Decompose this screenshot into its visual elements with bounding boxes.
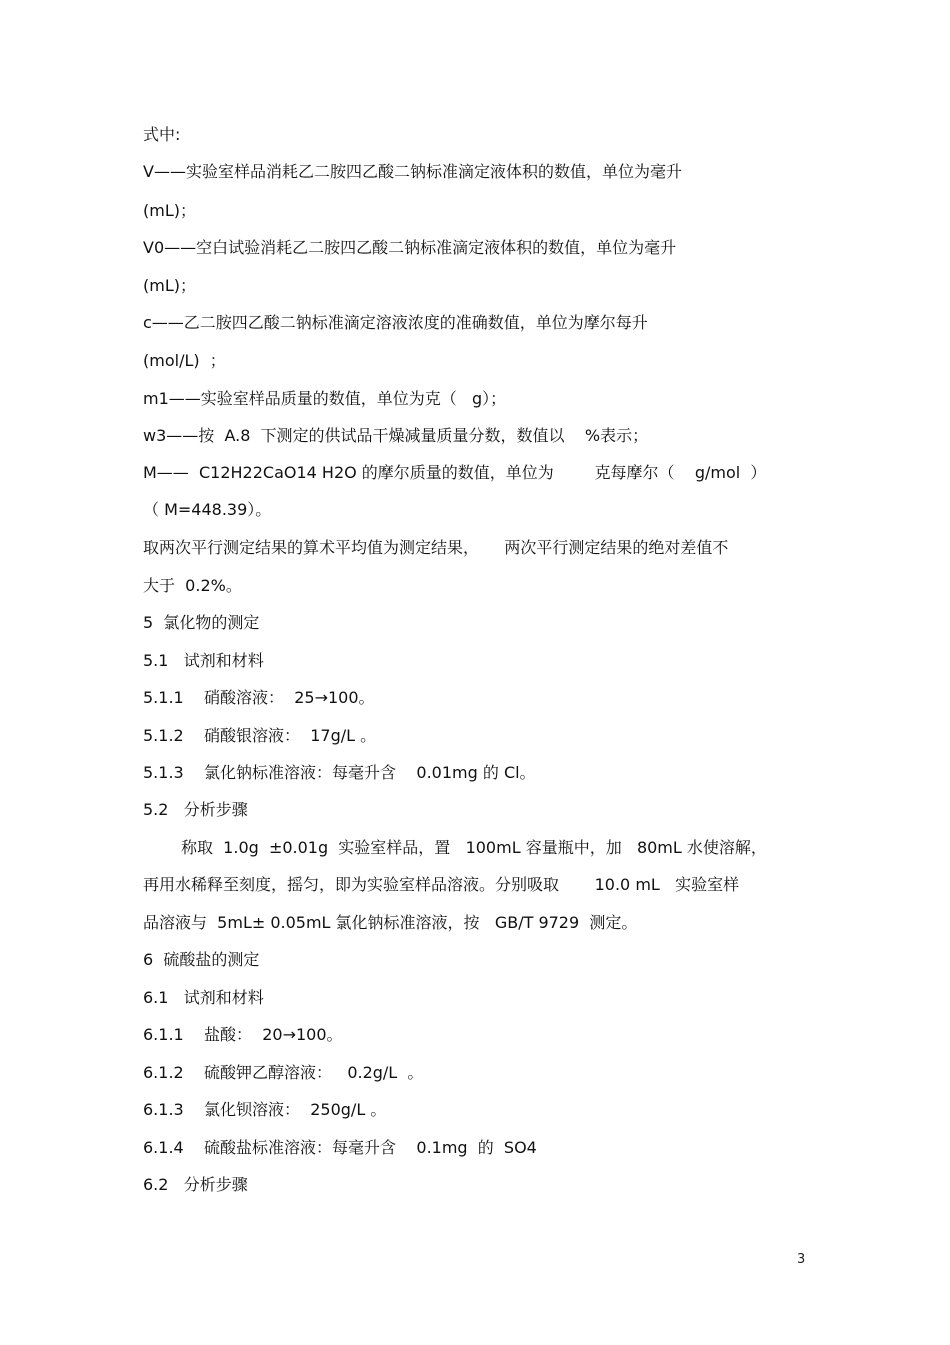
subsection-heading-reagents-6-1: 6.1 试剂和材料 bbox=[143, 988, 264, 1007]
text-line-v-unit: (mL)； bbox=[143, 201, 196, 220]
text-line-c-unit: (mol/L) ； bbox=[143, 351, 226, 370]
text-line-m1-definition: m1——实验室样品质量的数值，单位为克（ g）； bbox=[143, 389, 507, 408]
text-line-result-rule: 取两次平行测定结果的算术平均值为测定结果， 两次平行测定结果的绝对差值不 bbox=[143, 538, 729, 557]
subsection-heading-procedure-5-2: 5.2 分析步骤 bbox=[143, 800, 248, 819]
subsection-heading-procedure-6-2: 6.2 分析步骤 bbox=[143, 1175, 248, 1194]
subsection-heading-reagents-5-1: 5.1 试剂和材料 bbox=[143, 651, 264, 670]
paragraph-procedure-line-3: 品溶液与 5mL± 0.05mL 氯化钠标准溶液，按 GB/T 9729 测定。 bbox=[143, 913, 638, 932]
text-line-w3-definition: w3——按 A.8 下测定的供试品干燥减量质量分数，数值以 %表示； bbox=[143, 426, 649, 445]
text-line-v0-definition: V0——空白试验消耗乙二胺四乙酸二钠标准滴定液体积的数值，单位为毫升 bbox=[143, 238, 677, 257]
paragraph-procedure-line-1: 称取 1.0g ±0.01g 实验室样品，置 100mL 容量瓶中，加 80mL 水使溶解， bbox=[181, 838, 767, 857]
list-item-5-1-3: 5.1.3 氯化钠标准溶液：每毫升含 0.01mg 的 Cl。 bbox=[143, 763, 536, 782]
list-item-6-1-4: 6.1.4 硫酸盐标准溶液：每毫升含 0.1mg 的 SO4 bbox=[143, 1138, 537, 1157]
text-line-m-value: （ M=448.39）。 bbox=[143, 500, 272, 519]
list-item-6-1-2: 6.1.2 硫酸钾乙醇溶液： 0.2g/L 。 bbox=[143, 1063, 424, 1082]
list-item-5-1-2: 5.1.2 硝酸银溶液： 17g/L 。 bbox=[143, 726, 377, 745]
list-item-6-1-3: 6.1.3 氯化钡溶液： 250g/L 。 bbox=[143, 1100, 387, 1119]
text-line-c-definition: c——乙二胺四乙酸二钠标准滴定溶液浓度的准确数值，单位为摩尔每升 bbox=[143, 313, 648, 332]
section-heading-sulfate: 6 硫酸盐的测定 bbox=[143, 950, 260, 969]
section-heading-chloride: 5 氯化物的测定 bbox=[143, 613, 260, 632]
paragraph-procedure-line-2: 再用水稀释至刻度，摇匀，即为实验室样品溶液。分别吸取 10.0 mL 实验室样 bbox=[143, 875, 740, 894]
text-line-v0-unit: (mL)； bbox=[143, 276, 196, 295]
page-number: 3 bbox=[797, 1252, 806, 1267]
list-item-5-1-1: 5.1.1 硝酸溶液： 25→100。 bbox=[143, 688, 375, 707]
text-line-result-limit: 大于 0.2%。 bbox=[143, 576, 242, 595]
list-item-6-1-1: 6.1.1 盐酸： 20→100。 bbox=[143, 1025, 343, 1044]
text-line-formula-intro: 式中: bbox=[143, 125, 181, 144]
text-line-v-definition: V——实验室样品消耗乙二胺四乙酸二钠标准滴定液体积的数值，单位为毫升 bbox=[143, 162, 682, 181]
text-line-m-definition: M—— C12H22CaO14 H2O 的摩尔质量的数值，单位为 克每摩尔（ g/mol ） bbox=[143, 463, 767, 482]
